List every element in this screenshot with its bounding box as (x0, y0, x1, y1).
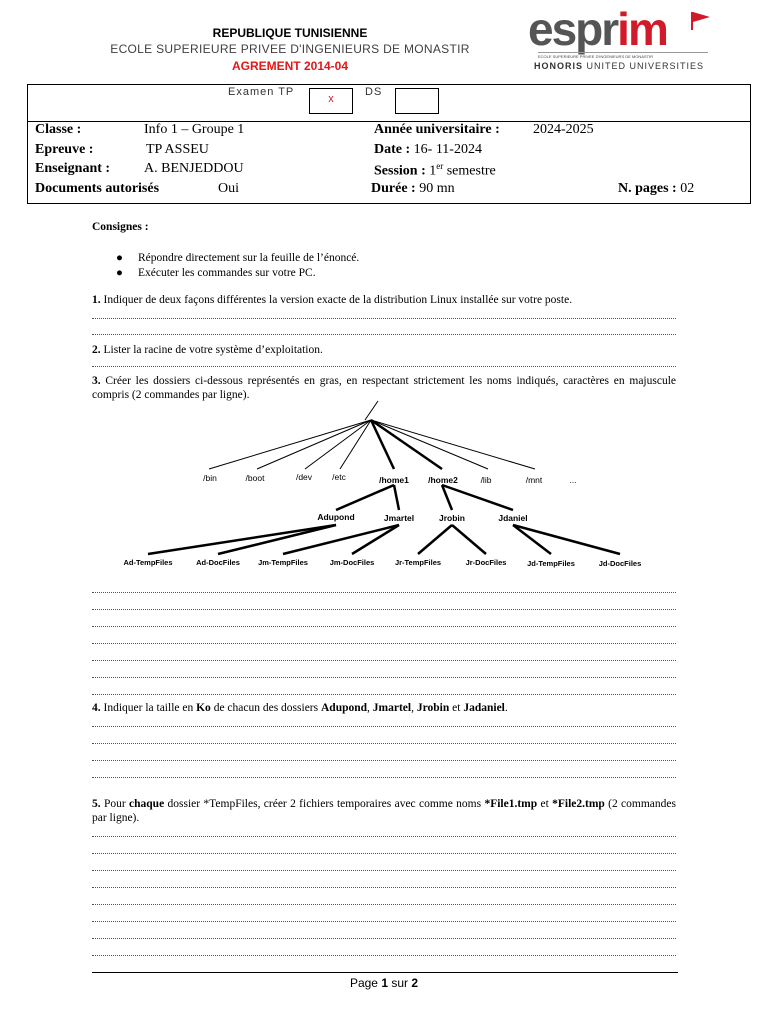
tree-node-dev: /dev (295, 472, 313, 482)
answer-line (92, 777, 676, 778)
tree-node-jmartel: Jmartel (383, 513, 415, 523)
tree-node-lib: /lib (480, 475, 492, 485)
tree-edge (452, 525, 486, 554)
documents-label: Documents autorisés (35, 181, 160, 196)
answer-line (92, 626, 676, 627)
answer-line (92, 921, 676, 922)
answer-line (92, 836, 676, 837)
tree-node-ellipsis: ... (569, 475, 577, 485)
footer-rule (92, 972, 678, 973)
consignes-title: Consignes : (92, 221, 149, 233)
logo-subtitle: ECOLE SUPERIEURE PRIVEE D'INGENIEURS DE MONASTIR (538, 52, 708, 59)
header-agrement: AGREMENT 2014-04 (231, 59, 349, 73)
tree-node-ad-docfiles: Ad-DocFiles (196, 558, 240, 567)
answer-line (92, 643, 676, 644)
tree-node-etc: /etc (332, 472, 346, 482)
tree-node-jd-tempfiles: Jd-TempFiles (527, 559, 575, 568)
tree-edge (257, 420, 371, 469)
tree-node-jrobin: Jrobin (439, 513, 465, 523)
tree-edge (340, 420, 371, 469)
enseignant-value: A. BENJEDDOU (144, 161, 244, 176)
question-5: 5. Pour chaque dossier *TempFiles, créer 2 fichiers temporaires avec comme noms *File1.tmp et *File2.tmp (2 commandes par ligne). (92, 798, 676, 824)
classe-value: Info 1 – Groupe 1 (144, 122, 245, 137)
consigne-item: ● Répondre directement sur la feuille de l’énoncé. (116, 252, 360, 264)
answer-line (92, 609, 676, 610)
answer-line (92, 853, 676, 854)
tree-node-jd-docfiles: Jd-DocFiles (598, 559, 642, 568)
esprim-logo: esprim (528, 3, 667, 55)
question-2: 2. Lister la racine de votre système d’exploitation. (92, 344, 323, 356)
tree-node-jr-tempfiles: Jr-TempFiles (394, 558, 442, 567)
epreuve-value: TP ASSEU (146, 142, 209, 157)
answer-line (92, 760, 676, 761)
tree-node-jr-docfiles: Jr-DocFiles (465, 558, 507, 567)
answer-line (92, 887, 676, 888)
bullet-icon: ● (116, 252, 123, 264)
ds-label: DS (365, 86, 383, 98)
tree-edge (513, 525, 620, 554)
answer-line (92, 726, 676, 727)
examen-tp-mark: x (328, 93, 334, 105)
classe-label: Classe : (35, 122, 82, 137)
consigne-item: ● Exécuter les commandes sur votre PC. (116, 267, 316, 279)
enseignant-label: Enseignant : (35, 161, 111, 176)
answer-line (92, 904, 676, 905)
tree-edge (352, 525, 399, 554)
tree-edge (336, 485, 394, 510)
tree-edge (442, 485, 513, 510)
page-number: Page 1 sur 2 (349, 976, 419, 990)
answer-line (92, 938, 676, 939)
header-school: ECOLE SUPERIEURE PRIVEE D'INGENIEURS DE MONASTIR (110, 42, 470, 56)
question-4: 4. Indiquer la taille en Ko de chacun des dossiers Adupond, Jmartel, Jrobin et Jadaniel. (92, 702, 508, 714)
answer-line (92, 677, 676, 678)
epreuve-label: Epreuve : (35, 142, 94, 157)
tree-node-boot: /boot (245, 473, 265, 483)
annee-label: Année universitaire : (374, 122, 500, 137)
session-field: Session : 1er semestre (374, 161, 496, 179)
bullet-icon: ● (116, 267, 123, 279)
header-country: REPUBLIQUE TUNISIENNE (212, 26, 368, 40)
logo-tagline: HONORIS UNITED UNIVERSITIES (534, 61, 705, 71)
documents-value: Oui (218, 181, 239, 196)
tree-edge (371, 420, 535, 469)
answer-line (92, 592, 676, 593)
tree-node-home2: /home2 (428, 475, 458, 485)
tree-edge (209, 420, 371, 469)
tree-edge (394, 485, 399, 510)
duree-field: Durée : 90 mn (371, 181, 455, 196)
tree-edge (148, 525, 336, 554)
answer-line (92, 955, 676, 956)
answer-line (92, 870, 676, 871)
tree-edge (365, 401, 378, 420)
question-3: 3. Créer les dossiers ci-dessous représentés en gras, en respectant strictement les noms indiqués, caractères en majuscule compris (2 commandes par ligne). (92, 375, 676, 401)
tree-node-adupond: Adupond (317, 512, 355, 522)
tree-node-jm-tempfiles: Jm-TempFiles (258, 558, 308, 567)
tree-node-jdaniel: Jdaniel (498, 513, 528, 523)
question-1: 1. Indiquer de deux façons différentes la version exacte de la distribution Linux installée sur votre poste. (92, 294, 573, 306)
tree-node-ad-tempfiles: Ad-TempFiles (123, 558, 173, 567)
answer-line (92, 743, 676, 744)
answer-line (92, 660, 676, 661)
tree-node-bin: /bin (203, 473, 217, 483)
pages-field: N. pages : 02 (618, 181, 695, 196)
tree-edge (418, 525, 452, 554)
tree-node-home1: /home1 (379, 475, 409, 485)
tree-node-jm-docfiles: Jm-DocFiles (329, 558, 375, 567)
examen-tp-label: Examen TP (228, 86, 295, 98)
annee-value: 2024-2025 (533, 122, 594, 137)
answer-line (92, 694, 676, 695)
date-field: Date : 16- 11-2024 (374, 142, 482, 157)
tree-node-mnt: /mnt (525, 475, 543, 485)
